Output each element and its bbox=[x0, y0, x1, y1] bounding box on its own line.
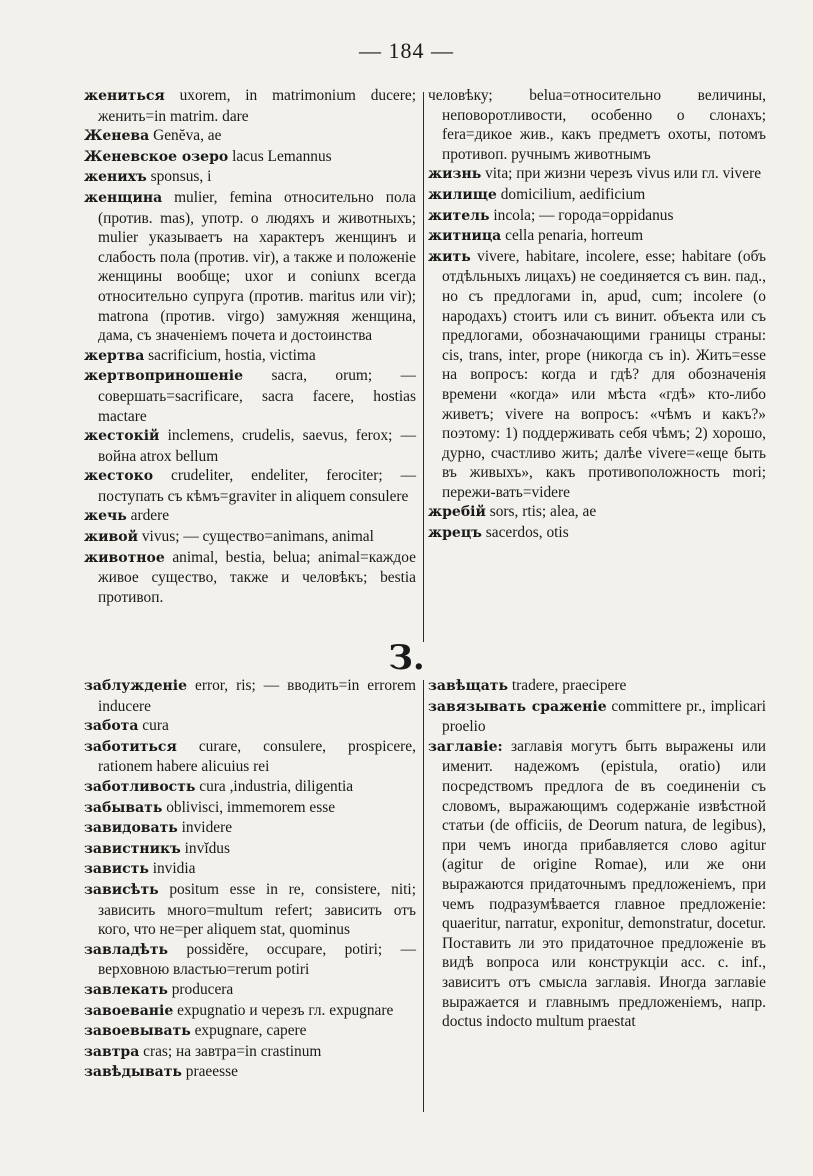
entry-definition: sacra, orum; — совершать=sacrificare, sacra facere, hostias mactare bbox=[98, 367, 416, 425]
entry-headword: женихъ bbox=[84, 169, 147, 186]
entry-definition: positum esse in re, consistere, niti; зависить много=multum refert; зависить отъ кого, что не=per aliquem stat, quominus bbox=[98, 880, 416, 939]
entry-headword: заботиться bbox=[84, 738, 177, 755]
dictionary-entry bbox=[428, 164, 766, 185]
entry-definition: vivus; — существо=animans, animal bbox=[141, 528, 374, 546]
dictionary-entry bbox=[428, 697, 766, 737]
entry-headword: завѣдывать bbox=[84, 1064, 182, 1081]
entry-headword: животное bbox=[84, 549, 165, 566]
entry-definition: Genĕva, ae bbox=[153, 127, 222, 145]
entry-definition: cella penaria, horreum bbox=[505, 227, 644, 245]
entry-definition: incola; — города=oppidanus bbox=[493, 206, 674, 224]
dictionary-entry bbox=[84, 346, 416, 367]
entry-headword: завтра bbox=[84, 1043, 140, 1060]
dictionary-entry bbox=[84, 1021, 416, 1042]
entry-headword: завидовать bbox=[84, 820, 178, 837]
entry-definition: inclemens, crudelis, saevus, ferox; — война atrox bellum bbox=[98, 427, 416, 465]
column-divider-top bbox=[423, 92, 424, 642]
dictionary-entry bbox=[428, 86, 766, 164]
entry-definition: sors, rtis; alea, ae bbox=[489, 503, 597, 521]
dictionary-entry bbox=[84, 1042, 416, 1063]
dictionary-entry bbox=[84, 777, 416, 798]
entry-headword: зависѣть bbox=[84, 881, 159, 898]
entry-headword: житница bbox=[428, 228, 502, 245]
dictionary-entry bbox=[84, 167, 416, 188]
dictionary-entry bbox=[84, 859, 416, 880]
dictionary-entry bbox=[84, 716, 416, 737]
dictionary-entry bbox=[84, 980, 416, 1001]
entry-definition: tradere, praecipere bbox=[511, 677, 627, 694]
dictionary-entry bbox=[428, 676, 766, 697]
top-right-column bbox=[428, 86, 766, 544]
dictionary-entry bbox=[428, 226, 766, 247]
bottom-left-column bbox=[84, 676, 416, 1083]
entry-definition: lacus Lemannus bbox=[232, 147, 332, 165]
entry-headword: завладѣть bbox=[84, 941, 169, 958]
entry-definition: animal, bestia, belua; animal=каждое живое существо, также и человѣкъ; bestia противоп. bbox=[98, 548, 416, 606]
entry-definition: committere pr., implicari proelio bbox=[442, 697, 766, 736]
entry-headword: женщина bbox=[84, 189, 163, 206]
entry-headword: жечь bbox=[84, 508, 127, 525]
entry-headword: завѣщать bbox=[428, 678, 508, 694]
dictionary-entry bbox=[84, 839, 416, 860]
entry-headword: завистникъ bbox=[84, 840, 181, 857]
entry-headword: жертва bbox=[84, 347, 145, 364]
entry-definition: cras; на завтра=in crastinum bbox=[143, 1042, 322, 1060]
entry-definition: sacrificium, hostia, victima bbox=[148, 346, 316, 364]
column-divider-bottom bbox=[423, 680, 424, 1112]
entry-definition: vita; при жизни черезъ vivus или гл. vivere bbox=[485, 165, 762, 183]
bottom-right-column bbox=[428, 676, 766, 1032]
entry-headword: жениться bbox=[84, 88, 165, 104]
entry-headword: жилище bbox=[428, 186, 497, 203]
dictionary-entry bbox=[84, 940, 416, 980]
dictionary-entry bbox=[84, 548, 416, 608]
dictionary-entry bbox=[428, 502, 766, 523]
entry-headword: заботливость bbox=[84, 778, 196, 795]
entry-definition: человѣку; belua=относительно величины, неповоротливости, особенно о слонахъ; fera=дикое жив., какъ предметъ охоты, потомъ противоп. ручнымъ животнымъ bbox=[428, 87, 766, 163]
entry-headword: жрецъ bbox=[428, 525, 482, 542]
entry-definition: expugnatio и черезъ гл. expugnare bbox=[177, 1001, 394, 1019]
dictionary-entry bbox=[84, 676, 416, 716]
entry-definition: uxorem, in matrimonium ducere; женить=in matrim. dare bbox=[98, 87, 416, 125]
entry-headword: завоеваніе bbox=[84, 1002, 174, 1019]
entry-headword: забота bbox=[84, 718, 139, 735]
entry-headword: жизнь bbox=[428, 166, 482, 183]
entry-definition: possidĕre, occupare, potiri; — верховною властью=rerum potiri bbox=[98, 940, 416, 979]
dictionary-entry bbox=[84, 366, 416, 426]
entry-definition: заглавія могутъ быть выражены или именит. надежомъ (epistula, oratio) или посредствомъ предлога de въ соединеніи съ словомъ, выражающимъ содержаніе извѣстной статьи (de officiis, de Deorum natura, de legibus), при чемъ иногда прибавляется слово agitur (agitur de origine Romae), или же они выражаются придаточнымъ предложеніемъ, при чемъ подразумѣвается главное предложеніе: quaeritur, narratur, exponitur, demonstratur, docetur. Поставить ли это придаточное предложеніе въ видѣ вопроса или конструкціи acc. c. inf., зависитъ отъ смысла заглавія. Иногда заглавіе выражается и главнымъ предложеніемъ, напр. doctus indocto multum praestat bbox=[442, 737, 766, 1031]
entry-definition: invidia bbox=[152, 860, 196, 878]
dictionary-entry bbox=[84, 147, 416, 168]
entry-definition: praeesse bbox=[185, 1063, 238, 1081]
entry-headword: Женева bbox=[84, 128, 150, 145]
dictionary-entry bbox=[84, 1001, 416, 1022]
dictionary-entry bbox=[84, 737, 416, 777]
entry-headword: завязывать сраженіе bbox=[428, 698, 607, 715]
entry-definition: mulier, femina относительно пола (против. mas), употр. о людяхъ и животныхъ; mulier указываетъ на характеръ женщинъ и слабость пола (против. vir), а также и положеніе женщины вообще; uxor и coniunx всегда относительно супруга (против. maritus или vir); matrona (против. virgo) замужняя женщина, дама, съ значеніемъ почета и достоинства bbox=[98, 188, 416, 345]
entry-definition: vivere, habitare, incolere, esse; habitare (объ отдѣльныхъ лицахъ) не соединяется съ вин. пад., но съ предлогами in, apud, cum; incolere (о народахъ) стоитъ или съ винит. объекта или съ предлогами, обозначающими границы страны: cis, trans, inter, prope (никогда съ in). Жить=esse на вопросъ: когда и гдѣ? для обозначенія времени «когда» или мѣста «гдѣ» кто-либо живетъ; vivere на вопросъ: «чѣмъ и какъ?» поэтому: 1) поддерживать себя чѣмъ; 2) хорошо, дурно, счастливо жить; далѣе vivere=«еще быть въ живыхъ», какъ противоположность mori; пережи-вать=vidеrе bbox=[442, 247, 766, 501]
entry-definition: invĭdus bbox=[184, 839, 230, 857]
dictionary-entry bbox=[84, 527, 416, 548]
entry-definition: producera bbox=[171, 980, 234, 998]
entry-definition: expugnare, capere bbox=[194, 1022, 307, 1040]
entry-definition: ardere bbox=[130, 507, 170, 525]
entry-headword: заблужденіе bbox=[84, 678, 188, 694]
entry-definition: cura ,industria, diligentia bbox=[199, 777, 354, 795]
entry-headword: живой bbox=[84, 529, 138, 546]
dictionary-entry bbox=[84, 880, 416, 940]
dictionary-entry bbox=[84, 798, 416, 819]
dictionary-entry bbox=[428, 206, 766, 227]
dictionary-entry bbox=[84, 426, 416, 466]
dictionary-entry bbox=[428, 247, 766, 503]
dictionary-entry bbox=[84, 466, 416, 506]
entry-headword: зависть bbox=[84, 861, 149, 878]
entry-definition: cura bbox=[142, 717, 169, 735]
entry-headword: жребій bbox=[428, 504, 486, 521]
entry-definition: crudeliter, endeliter, ferociter; — поступать съ кѣмъ=graviter in aliquem consulere bbox=[98, 467, 416, 505]
entry-headword: житель bbox=[428, 207, 490, 224]
entry-definition: domicilium, aedificium bbox=[500, 185, 646, 203]
dictionary-entry bbox=[84, 506, 416, 527]
entry-definition: error, ris; — вводить=in errorem inducere bbox=[98, 677, 416, 715]
entry-definition: sacerdos, otis bbox=[485, 524, 569, 542]
entry-definition: curare, consulere, prospicere, rationem habere alicuius rei bbox=[98, 737, 416, 776]
entry-definition: sponsus, i bbox=[150, 168, 212, 186]
entry-definition: invidere bbox=[181, 819, 233, 837]
dictionary-entry bbox=[84, 1062, 416, 1083]
entry-definition: oblivisci, immemorem esse bbox=[166, 798, 336, 816]
dictionary-entry bbox=[428, 737, 766, 1032]
entry-headword: жить bbox=[428, 248, 471, 265]
dictionary-entry bbox=[84, 126, 416, 147]
entry-headword: завлекать bbox=[84, 981, 168, 998]
dictionary-entry bbox=[428, 523, 766, 544]
entry-headword: забывать bbox=[84, 799, 163, 816]
top-left-column bbox=[84, 86, 416, 607]
entry-headword: заглавіе: bbox=[428, 738, 503, 755]
dictionary-entry bbox=[84, 86, 416, 126]
dictionary-entry bbox=[84, 818, 416, 839]
entry-headword: жестокій bbox=[84, 428, 160, 445]
page-number: — 184 — bbox=[359, 38, 454, 63]
letter-heading: З. bbox=[388, 638, 425, 678]
entry-headword: завоевывать bbox=[84, 1023, 191, 1040]
dictionary-entry bbox=[84, 188, 416, 346]
entry-headword: жертвоприношеніе bbox=[84, 368, 244, 385]
dictionary-entry bbox=[428, 185, 766, 206]
entry-headword: жестоко bbox=[84, 468, 154, 485]
entry-headword: Женевское озеро bbox=[84, 148, 229, 165]
